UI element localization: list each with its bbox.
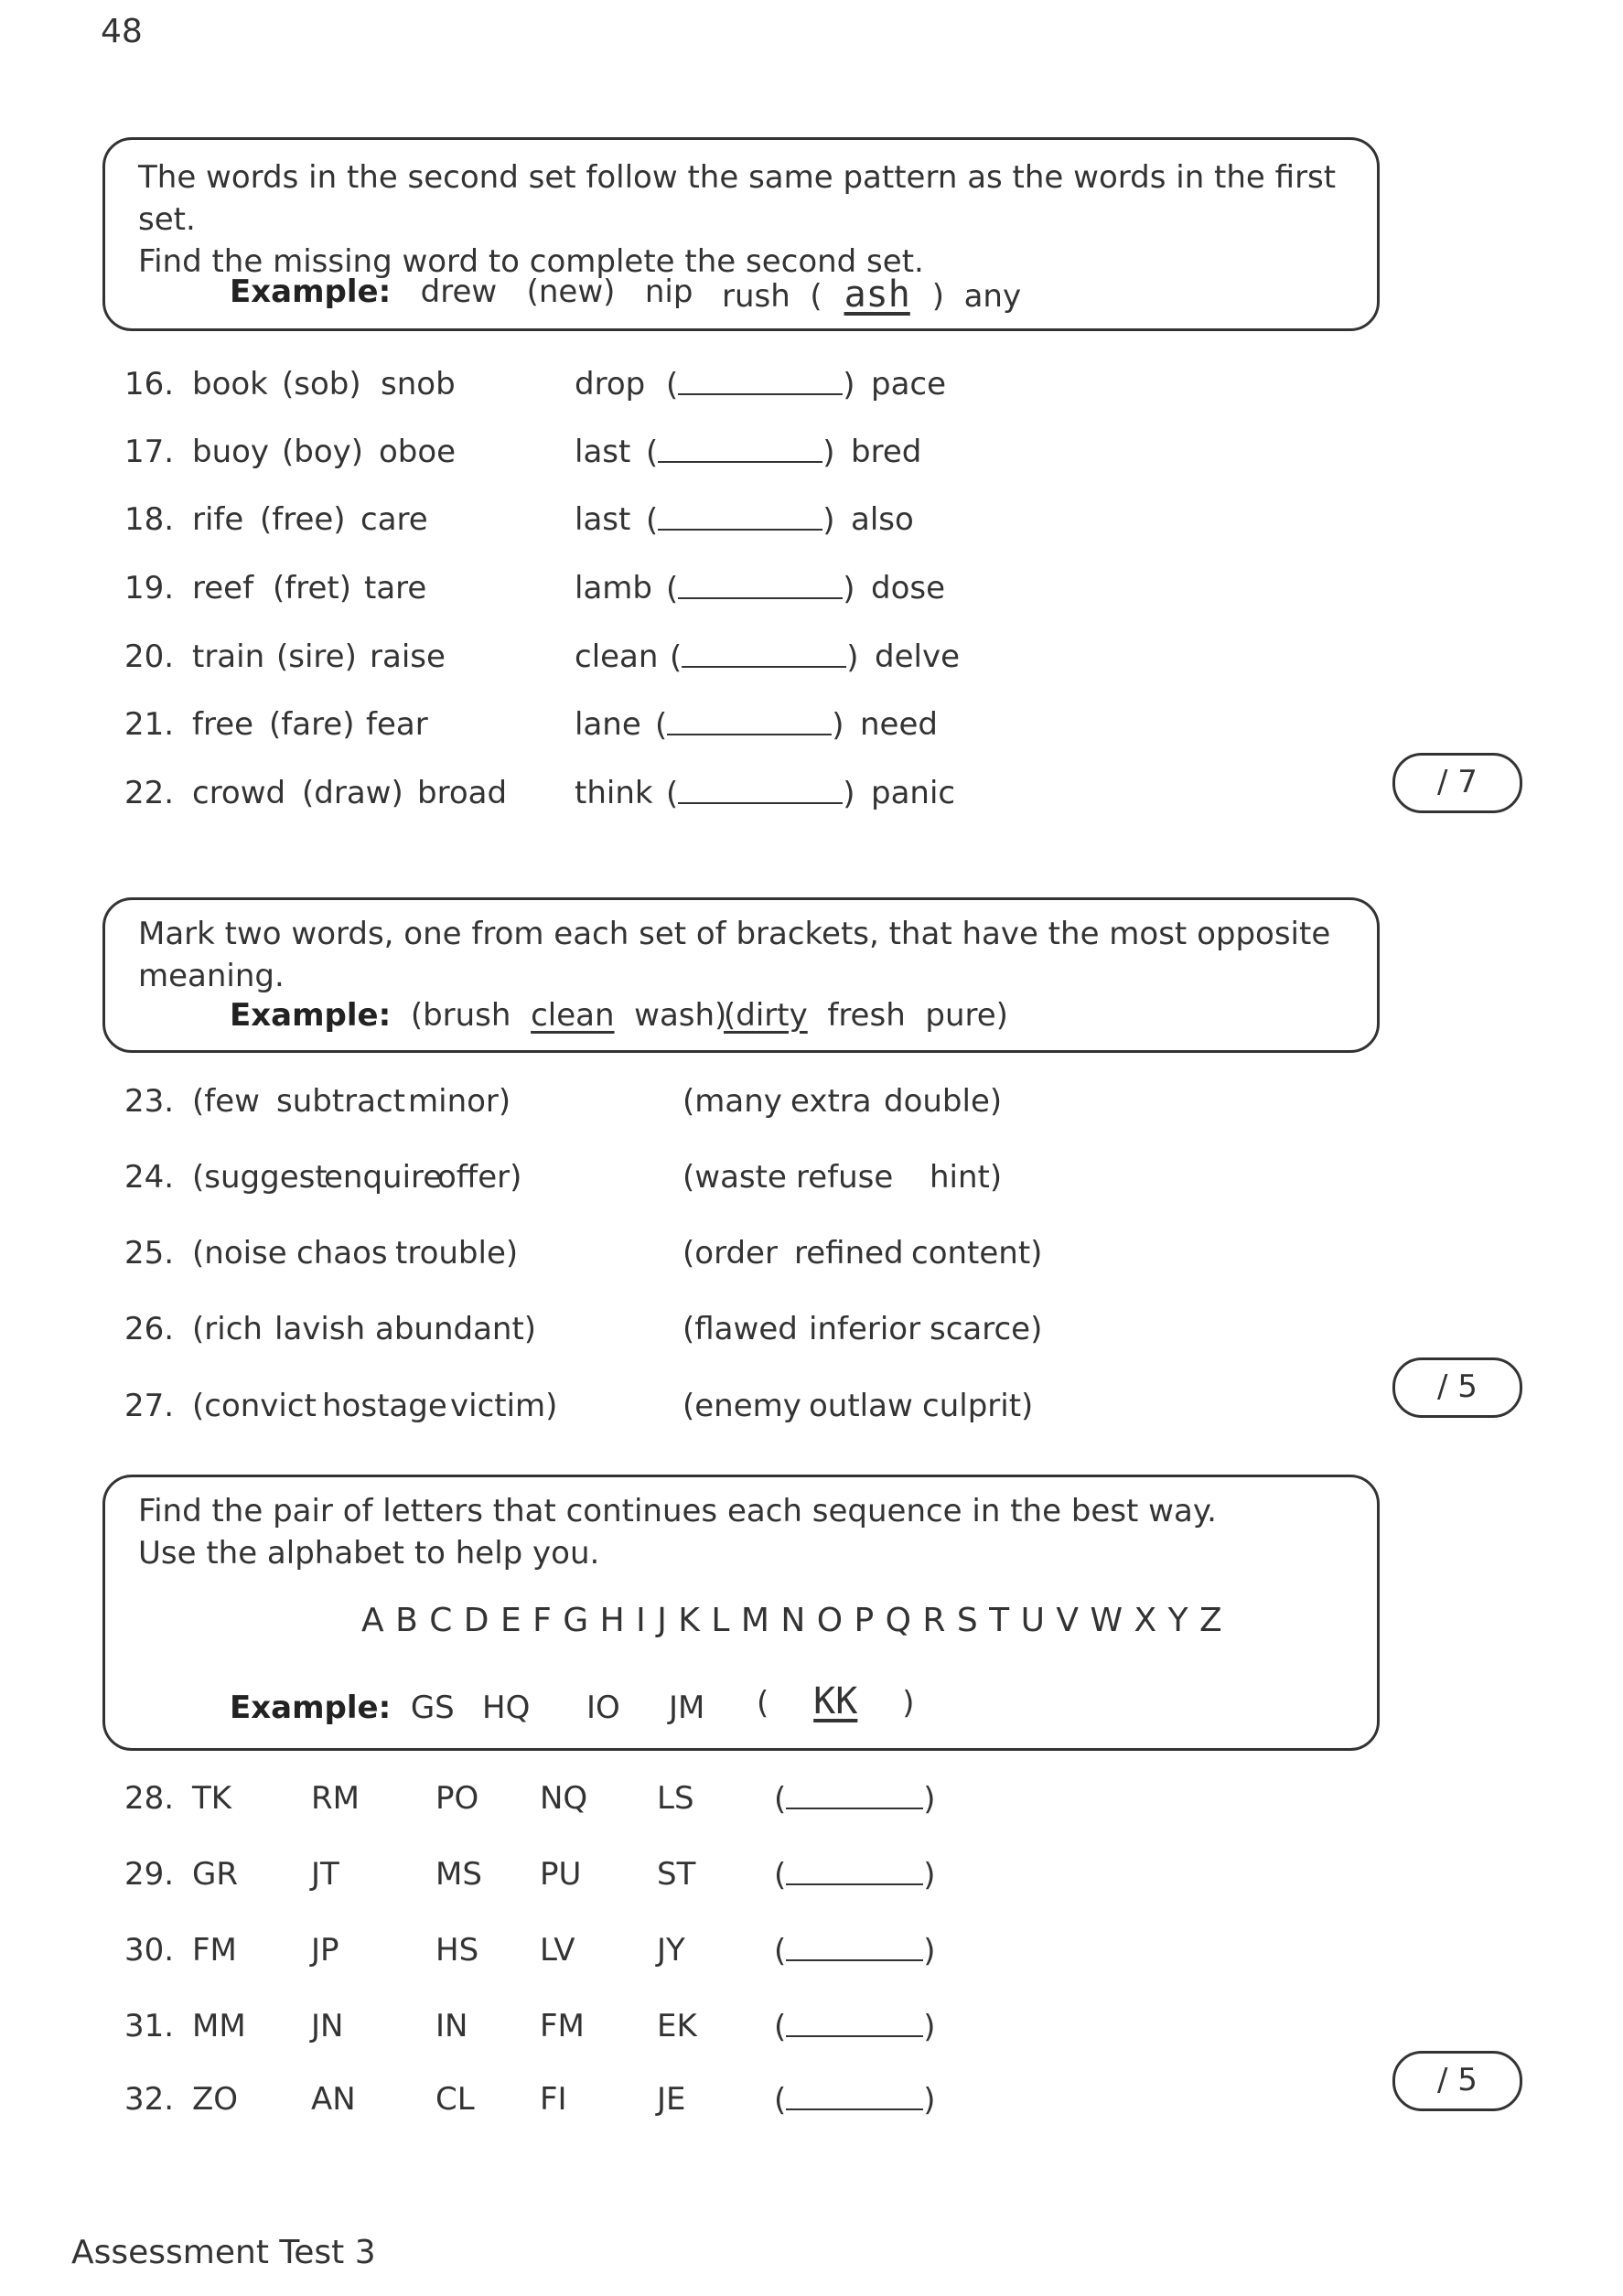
question-number: 27. bbox=[124, 1388, 175, 1424]
sequence-pair: MM bbox=[192, 2008, 246, 2044]
word-3: snob bbox=[381, 366, 456, 402]
option-word[interactable]: offer) bbox=[437, 1159, 522, 1196]
word-2: (sob) bbox=[282, 366, 361, 402]
option-word[interactable]: lavish bbox=[274, 1311, 366, 1347]
example-2: Example: (brush clean wash) bbox=[230, 997, 727, 1034]
word-5: dose bbox=[871, 570, 946, 606]
answer-blank[interactable]: ( ) bbox=[655, 707, 844, 744]
word-1: book bbox=[192, 366, 268, 402]
question-number: 17. bbox=[124, 434, 175, 470]
option-word[interactable]: (waste bbox=[683, 1159, 787, 1196]
sequence-pair: PU bbox=[540, 1856, 582, 1893]
option-word[interactable]: content) bbox=[911, 1235, 1043, 1271]
answer-blank[interactable]: ( ) bbox=[646, 435, 835, 471]
sequence-pair: FM bbox=[192, 1932, 237, 1969]
word-4: think bbox=[575, 775, 653, 811]
question-number: 30. bbox=[124, 1932, 175, 1969]
word-4: clean bbox=[575, 638, 659, 675]
option-word[interactable]: victim) bbox=[450, 1388, 558, 1424]
sequence-pair: JN bbox=[311, 2008, 344, 2044]
option-word[interactable]: minor) bbox=[408, 1083, 511, 1120]
option-word[interactable]: hint) bbox=[930, 1159, 1003, 1196]
word-1: free bbox=[192, 706, 254, 743]
sequence-pair: FI bbox=[540, 2081, 567, 2118]
answer-blank[interactable]: ( ) bbox=[666, 571, 855, 607]
question-number: 31. bbox=[124, 2008, 175, 2044]
word-2: (boy) bbox=[282, 434, 364, 470]
word-2: (fret) bbox=[273, 570, 351, 606]
sequence-pair: GR bbox=[192, 1856, 238, 1893]
option-word[interactable]: enquire bbox=[324, 1159, 443, 1196]
word-1: reef bbox=[192, 570, 254, 606]
instruction-box-3 bbox=[102, 1475, 1380, 1751]
sequence-pair: HS bbox=[435, 1932, 479, 1969]
sequence-pair: EK bbox=[657, 2008, 697, 2044]
question-number: 25. bbox=[124, 1235, 175, 1271]
page-number: 48 bbox=[101, 13, 143, 50]
option-word[interactable]: chaos bbox=[296, 1235, 388, 1271]
instruction-box-2 bbox=[102, 897, 1380, 1053]
example-3-answer: ( KK ) bbox=[757, 1680, 915, 1722]
sequence-pair: ZO bbox=[192, 2081, 239, 2118]
question-number: 16. bbox=[124, 366, 175, 402]
word-5: delve bbox=[875, 638, 960, 675]
word-1: train bbox=[192, 638, 265, 675]
word-3: tare bbox=[364, 570, 427, 606]
option-word[interactable]: double) bbox=[884, 1083, 1003, 1120]
question-number: 28. bbox=[124, 1780, 175, 1817]
score-box-1: / 7 bbox=[1392, 753, 1522, 813]
option-word[interactable]: (enemy bbox=[683, 1388, 801, 1424]
word-5: need bbox=[860, 706, 938, 743]
question-number: 24. bbox=[124, 1159, 175, 1196]
word-4: lane bbox=[575, 706, 641, 743]
word-3: oboe bbox=[379, 434, 457, 470]
example-2-group2: (dirty fresh pure) bbox=[724, 997, 1008, 1034]
question-number: 22. bbox=[124, 775, 175, 811]
question-number: 21. bbox=[124, 706, 175, 743]
word-5: also bbox=[851, 501, 914, 538]
sequence-pair: NQ bbox=[540, 1780, 588, 1817]
example-3: Example: GS bbox=[230, 1690, 455, 1726]
word-4: last bbox=[575, 434, 631, 470]
sequence-pair: FM bbox=[540, 2008, 585, 2044]
answer-blank[interactable]: ( ) bbox=[670, 639, 859, 676]
sequence-pair: JY bbox=[657, 1932, 685, 1969]
option-word[interactable]: (noise bbox=[192, 1235, 287, 1271]
footer-title: Assessment Test 3 bbox=[71, 2234, 376, 2271]
option-word[interactable]: outlaw bbox=[809, 1388, 913, 1424]
sequence-pair: JT bbox=[311, 1856, 339, 1893]
question-number: 29. bbox=[124, 1856, 175, 1893]
instructions-3: Find the pair of letters that continues each sequence in the best way. Use the alphabet to help you. bbox=[138, 1493, 1217, 1572]
answer-blank[interactable]: ( ) bbox=[646, 502, 835, 539]
word-3: broad bbox=[417, 775, 508, 811]
answer-blank[interactable]: ( ) bbox=[774, 1857, 936, 1894]
option-word[interactable]: hostage bbox=[322, 1388, 447, 1424]
word-3: care bbox=[360, 501, 428, 538]
sequence-pair: LS bbox=[657, 1780, 694, 1817]
question-number: 19. bbox=[124, 570, 175, 606]
sequence-pair: ST bbox=[657, 1856, 696, 1893]
option-word[interactable]: refined bbox=[794, 1235, 904, 1271]
option-word[interactable]: extra bbox=[790, 1083, 872, 1120]
option-word[interactable]: subtract bbox=[276, 1083, 406, 1120]
option-word[interactable]: (rich bbox=[192, 1311, 263, 1347]
sequence-pair: MS bbox=[435, 1856, 482, 1893]
option-word[interactable]: culprit) bbox=[922, 1388, 1034, 1424]
example-1-answer: rush ( ash ) any bbox=[722, 274, 1022, 316]
answer-blank[interactable]: ( ) bbox=[774, 1781, 936, 1818]
answer-blank[interactable]: ( ) bbox=[774, 1933, 936, 1969]
question-number: 23. bbox=[124, 1083, 175, 1120]
sequence-pair: CL bbox=[435, 2081, 475, 2118]
option-word[interactable]: trouble) bbox=[395, 1235, 519, 1271]
option-word[interactable]: scarce) bbox=[930, 1311, 1043, 1347]
option-word[interactable]: (convict bbox=[192, 1388, 317, 1424]
option-word[interactable]: refuse bbox=[796, 1159, 894, 1196]
word-3: raise bbox=[370, 638, 446, 675]
option-word[interactable]: (suggest bbox=[192, 1159, 328, 1196]
word-1: buoy bbox=[192, 434, 270, 470]
sequence-pair: JE bbox=[657, 2081, 686, 2118]
answer-blank[interactable]: ( ) bbox=[666, 776, 855, 812]
word-4: drop bbox=[575, 366, 646, 402]
option-word[interactable]: inferior bbox=[809, 1311, 921, 1347]
word-1: crowd bbox=[192, 775, 286, 811]
question-number: 20. bbox=[124, 638, 175, 675]
option-word[interactable]: (many bbox=[683, 1083, 782, 1120]
word-2: (draw) bbox=[302, 775, 403, 811]
option-word[interactable]: abundant) bbox=[375, 1311, 537, 1347]
example-3-seq-3: IO bbox=[586, 1690, 620, 1726]
example-3-seq-4: JM bbox=[669, 1690, 705, 1726]
word-4: lamb bbox=[575, 570, 652, 606]
instructions-1: The words in the second set follow the same pattern as the words in the first set. Find the missing word to complete the second set. bbox=[138, 159, 1337, 280]
answer-blank[interactable]: ( ) bbox=[666, 367, 855, 403]
sequence-pair: TK bbox=[192, 1780, 232, 1817]
question-number: 18. bbox=[124, 501, 175, 538]
instruction-box-1 bbox=[102, 137, 1380, 331]
alphabet: A B C D E F G H I J K L M N O P Q R S T U V W X Y Z bbox=[361, 1602, 1223, 1639]
score-box-2: / 5 bbox=[1392, 1357, 1522, 1418]
example-answer-ash: ash bbox=[844, 274, 910, 316]
word-5: bred bbox=[851, 434, 922, 470]
score-box-3: / 5 bbox=[1392, 2051, 1522, 2111]
word-5: pace bbox=[871, 366, 947, 402]
sequence-pair: LV bbox=[540, 1932, 575, 1969]
word-1: rife bbox=[192, 501, 244, 538]
word-2: (fare) bbox=[269, 706, 355, 743]
word-2: (sire) bbox=[276, 638, 357, 675]
answer-blank[interactable]: ( ) bbox=[774, 2009, 936, 2045]
word-5: panic bbox=[871, 775, 956, 811]
sequence-pair: RM bbox=[311, 1780, 360, 1817]
question-number: 26. bbox=[124, 1311, 175, 1347]
question-number: 32. bbox=[124, 2081, 175, 2118]
instructions-2: Mark two words, one from each set of brackets, that have the most opposite meaning. bbox=[138, 916, 1331, 994]
option-word[interactable]: (flawed bbox=[683, 1311, 798, 1347]
option-word[interactable]: (order bbox=[683, 1235, 778, 1271]
word-4: last bbox=[575, 501, 631, 538]
option-word[interactable]: (few bbox=[192, 1083, 260, 1120]
example-1: Example: drew (new) nip bbox=[230, 274, 693, 310]
sequence-pair: PO bbox=[435, 1780, 479, 1817]
answer-blank[interactable]: ( ) bbox=[774, 2082, 936, 2119]
example-3-seq-2: HQ bbox=[482, 1690, 531, 1726]
sequence-pair: AN bbox=[311, 2081, 356, 2118]
word-2: (free) bbox=[260, 501, 346, 538]
sequence-pair: IN bbox=[435, 2008, 468, 2044]
word-3: fear bbox=[366, 706, 428, 743]
sequence-pair: JP bbox=[311, 1932, 339, 1969]
